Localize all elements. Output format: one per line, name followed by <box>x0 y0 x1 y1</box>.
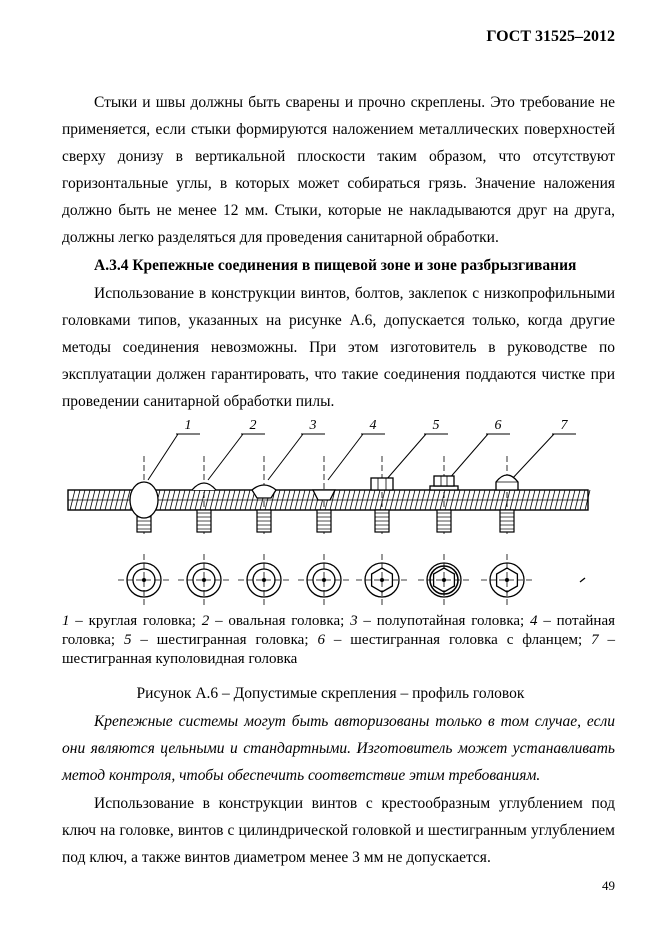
paragraph-prohibited: Использование в конструкции винтов с крестообразным углублением под ключ на головке, винтов с цилиндрической головкой и шестигранным углублением под ключ, а также винтов диаметром менее 3 мм не допускается. <box>62 795 615 866</box>
raised-countersunk-head <box>252 485 276 498</box>
callout-4: 4 <box>369 418 377 433</box>
figure-legend <box>62 612 615 669</box>
callout-6: 6 <box>494 418 502 433</box>
legend-item-7: 7 – шестигранная куполовидная головка <box>62 632 616 667</box>
hex-head <box>371 478 393 490</box>
callout-7: 7 <box>560 418 568 433</box>
stray-mark <box>580 578 585 582</box>
oval-head <box>192 483 216 490</box>
round-head <box>130 482 158 518</box>
hex-dome-head <box>496 475 518 490</box>
callout-1: 1 <box>184 418 192 433</box>
plan-center <box>442 578 446 582</box>
callout-leader <box>148 434 178 480</box>
section-heading: А.3.4 Крепежные соединения в пищевой зоне и зоне разбрызгивания <box>94 257 577 274</box>
paragraph-fasteners: Использование в конструкции винтов, болтов, заклепок с низкопрофильными головками типов, указанных на рисунке А.6, допускается только, когда другие методы соединения невозможны. При этом изготовитель в руководстве по эксплуатации должен гарантировать, что такие соединения поддаются чистке при проведении санитарной обработки пилы. <box>62 285 615 410</box>
callout-2: 2 <box>249 418 257 433</box>
plan-center <box>505 578 509 582</box>
figure-fastener-heads <box>60 412 620 608</box>
legend-item-5: 5 – шестигранная головка; <box>123 632 318 648</box>
callout-leader <box>208 434 243 480</box>
callout-leader <box>328 434 363 480</box>
legend-item-6: 6 – шестигранная головка с фланцем; <box>317 632 592 648</box>
callout-5: 5 <box>432 418 440 433</box>
fastener-drawing <box>60 412 620 608</box>
plan-center <box>262 578 266 582</box>
legend-item-2: 2 – овальная головка; <box>201 613 351 629</box>
hex-flange-head <box>434 476 454 486</box>
plan-center <box>322 578 326 582</box>
callout-leader <box>386 434 426 480</box>
plan-center <box>142 578 146 582</box>
paragraph-authorization: Крепежные системы могут быть авторизованы только в том случае, если они являются цельными и стандартными. Изготовитель может устанавливать метод контроля, чтобы обеспечить соответствие этим требованиям. <box>62 713 615 784</box>
page-number: 49 <box>602 878 615 893</box>
callout-leader <box>268 434 303 480</box>
legend-item-3: 3 – полупотайная головка; <box>350 613 531 629</box>
figure-caption: Рисунок А.6 – Допустимые скрепления – профиль головок <box>136 685 525 702</box>
callout-3: 3 <box>309 418 317 433</box>
legend-item-4: 4 – потайная головка; <box>62 613 615 648</box>
standard-header: ГОСТ 31525–2012 <box>486 28 615 45</box>
plan-center <box>202 578 206 582</box>
callout-leader <box>511 434 554 480</box>
legend-item-1: 1 – круглая головка; <box>62 613 202 629</box>
callout-leader <box>448 434 488 480</box>
plan-center <box>380 578 384 582</box>
paragraph-joints: Стыки и швы должны быть сварены и прочно скреплены. Это требование не применяется, если стыки формируются наложением металлических поверхностей сверху донизу в вертикальной плоскости таким образом, что отсутствуют горизонтальные углы, в которых может собираться грязь. Значение наложения должно быть не менее 12 мм. Стыки, которые не накладываются друг на друга, должны легко разделяться для проведения санитарной обработки. <box>62 94 615 246</box>
